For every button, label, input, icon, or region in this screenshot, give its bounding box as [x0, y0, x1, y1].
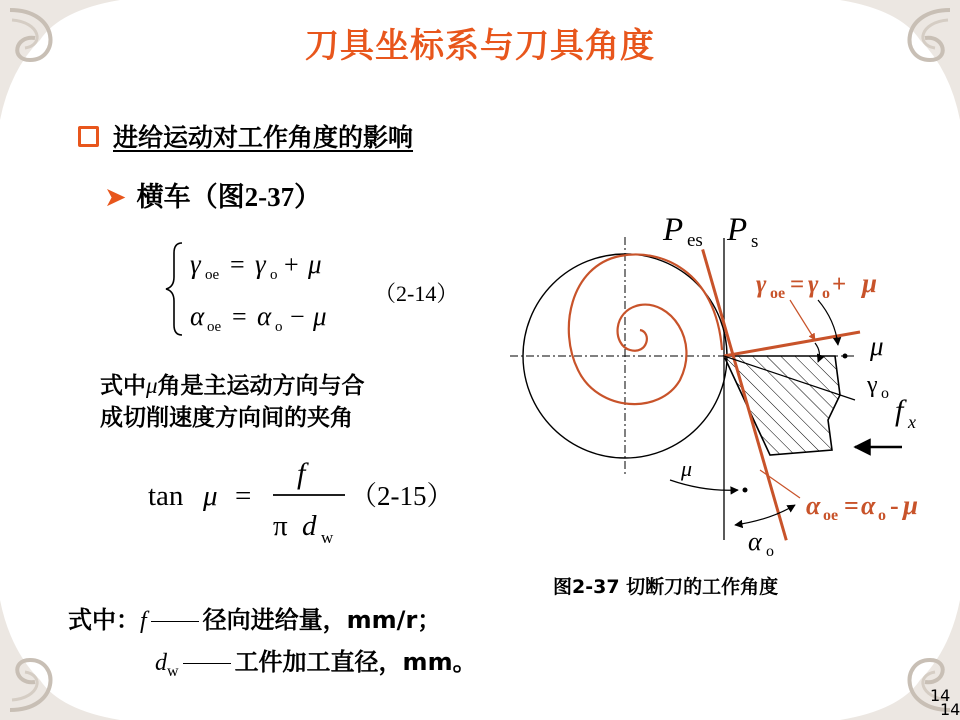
eq15-eq: =	[235, 480, 252, 512]
alpha-eq-c: μ	[903, 490, 919, 520]
alpha-eq-a-sub: oe	[823, 507, 839, 524]
where-var-f: f	[140, 608, 147, 634]
left-brace	[166, 243, 182, 335]
mu-desc-line2: 成切削速度方向间的夹角	[100, 405, 353, 431]
subsection-heading-text: 横车（图	[136, 182, 245, 213]
equation-2-14	[160, 235, 480, 345]
gamma-eq-c: μ	[862, 268, 878, 298]
eq15-d: d	[302, 510, 317, 542]
mu-desc-part1: 式中	[100, 373, 146, 399]
gamma-oe-leader	[790, 300, 815, 340]
rake-reference-line	[724, 332, 860, 356]
label-f: f	[895, 394, 904, 427]
eq15-mu: μ	[203, 480, 218, 512]
eq-2-15-label: （2-15）	[350, 481, 454, 511]
arrow-bullet-icon: ➤	[104, 182, 127, 213]
label-pes-sub: es	[687, 230, 703, 251]
eq1-r1: γ	[255, 249, 266, 279]
where-var-d-sub: w	[167, 662, 179, 680]
alpha-oe-leader	[760, 470, 800, 498]
slide-title: 刀具坐标系与刀具角度	[305, 26, 655, 66]
eq15-d-sub: w	[321, 528, 334, 547]
em-dash-2	[183, 663, 231, 664]
eq1-eq: =	[230, 250, 245, 279]
gamma-eq-b: γ	[808, 271, 819, 298]
figure-ref-number: 2-37	[244, 182, 295, 212]
reference-dot-lower	[743, 488, 748, 493]
eq2-r1-sub: o	[275, 319, 283, 335]
eq15-num: f	[297, 457, 306, 490]
eq2-r1: α	[257, 301, 272, 331]
alpha-oe-equation	[806, 490, 918, 524]
alpha-eq-b: α	[861, 491, 876, 520]
eq1-lhs: γ	[190, 249, 201, 279]
page-number: 14	[930, 686, 951, 705]
figure-caption: 图2-37 切断刀的工作角度	[553, 576, 779, 598]
where-line-2	[155, 642, 477, 681]
label-alpha-o-sub: o	[766, 543, 774, 560]
eq1-r2: μ	[308, 249, 322, 279]
eq2-lhs-sub: oe	[207, 319, 222, 335]
where-prefix: 式中：	[68, 606, 140, 634]
gamma-eq-plus: +	[832, 271, 847, 298]
reference-dot	[843, 354, 848, 359]
label-ps: P	[727, 212, 748, 248]
mu-arc-arrow-left	[670, 480, 738, 490]
cutoff-tool-diagram	[500, 195, 960, 565]
label-pes: P	[663, 212, 684, 248]
mu-description	[100, 370, 365, 434]
alpha-eq-eq: =	[844, 491, 859, 520]
label-gamma-o: γ	[867, 372, 878, 398]
alpha-eq-minus: -	[890, 491, 899, 520]
label-f-sub: x	[908, 412, 916, 432]
eq2-op: −	[290, 302, 305, 331]
eq15-tan: tan	[148, 480, 184, 512]
checkbox-bullet-icon	[78, 126, 99, 147]
mu-desc-part2: 角是主运动方向与合	[157, 373, 365, 399]
where-var-d: d	[155, 650, 167, 676]
eq1-op: +	[284, 250, 299, 279]
eq-2-14-label: （2-14）	[374, 281, 459, 306]
label-mu-right: μ	[870, 331, 884, 361]
where-line-1	[68, 600, 441, 635]
where-text-d: 工件加工直径，mm。	[234, 648, 477, 676]
subsection-heading-close: ）	[294, 182, 322, 213]
spiral-feed-path	[569, 254, 722, 404]
label-alpha-o: α	[748, 527, 762, 556]
eq2-eq: =	[232, 302, 247, 331]
eq2-r2: μ	[313, 301, 327, 331]
equation-2-15	[145, 445, 485, 555]
subsection-heading	[104, 175, 321, 214]
em-dash	[151, 621, 199, 622]
label-mu-left: μ	[681, 456, 693, 481]
label-ps-sub: s	[751, 231, 759, 252]
mu-desc-symbol: μ	[146, 373, 158, 398]
gamma-eq-b-sub: o	[822, 285, 830, 302]
alpha-arc-arrow	[735, 505, 795, 525]
gamma-eq-a-sub: oe	[770, 285, 786, 302]
eq2-lhs: α	[190, 301, 205, 331]
gamma-eq-a: γ	[756, 271, 767, 298]
gamma-eq-eq: =	[790, 271, 805, 298]
alpha-eq-b-sub: o	[878, 507, 886, 524]
gamma-oe-equation	[756, 268, 877, 302]
where-text-f: 径向进给量，mm/r；	[202, 606, 442, 634]
eq15-pi: π	[273, 510, 288, 542]
label-gamma-o-sub: o	[881, 385, 889, 402]
alpha-eq-a: α	[806, 491, 821, 520]
eq1-r1-sub: o	[270, 267, 278, 283]
section-heading	[78, 118, 413, 154]
cutting-tool-body	[724, 356, 840, 455]
page-number-echo: 14	[940, 700, 960, 719]
section-heading-text: 进给运动对工作角度的影响	[113, 123, 414, 152]
eq1-lhs-sub: oe	[205, 267, 220, 283]
